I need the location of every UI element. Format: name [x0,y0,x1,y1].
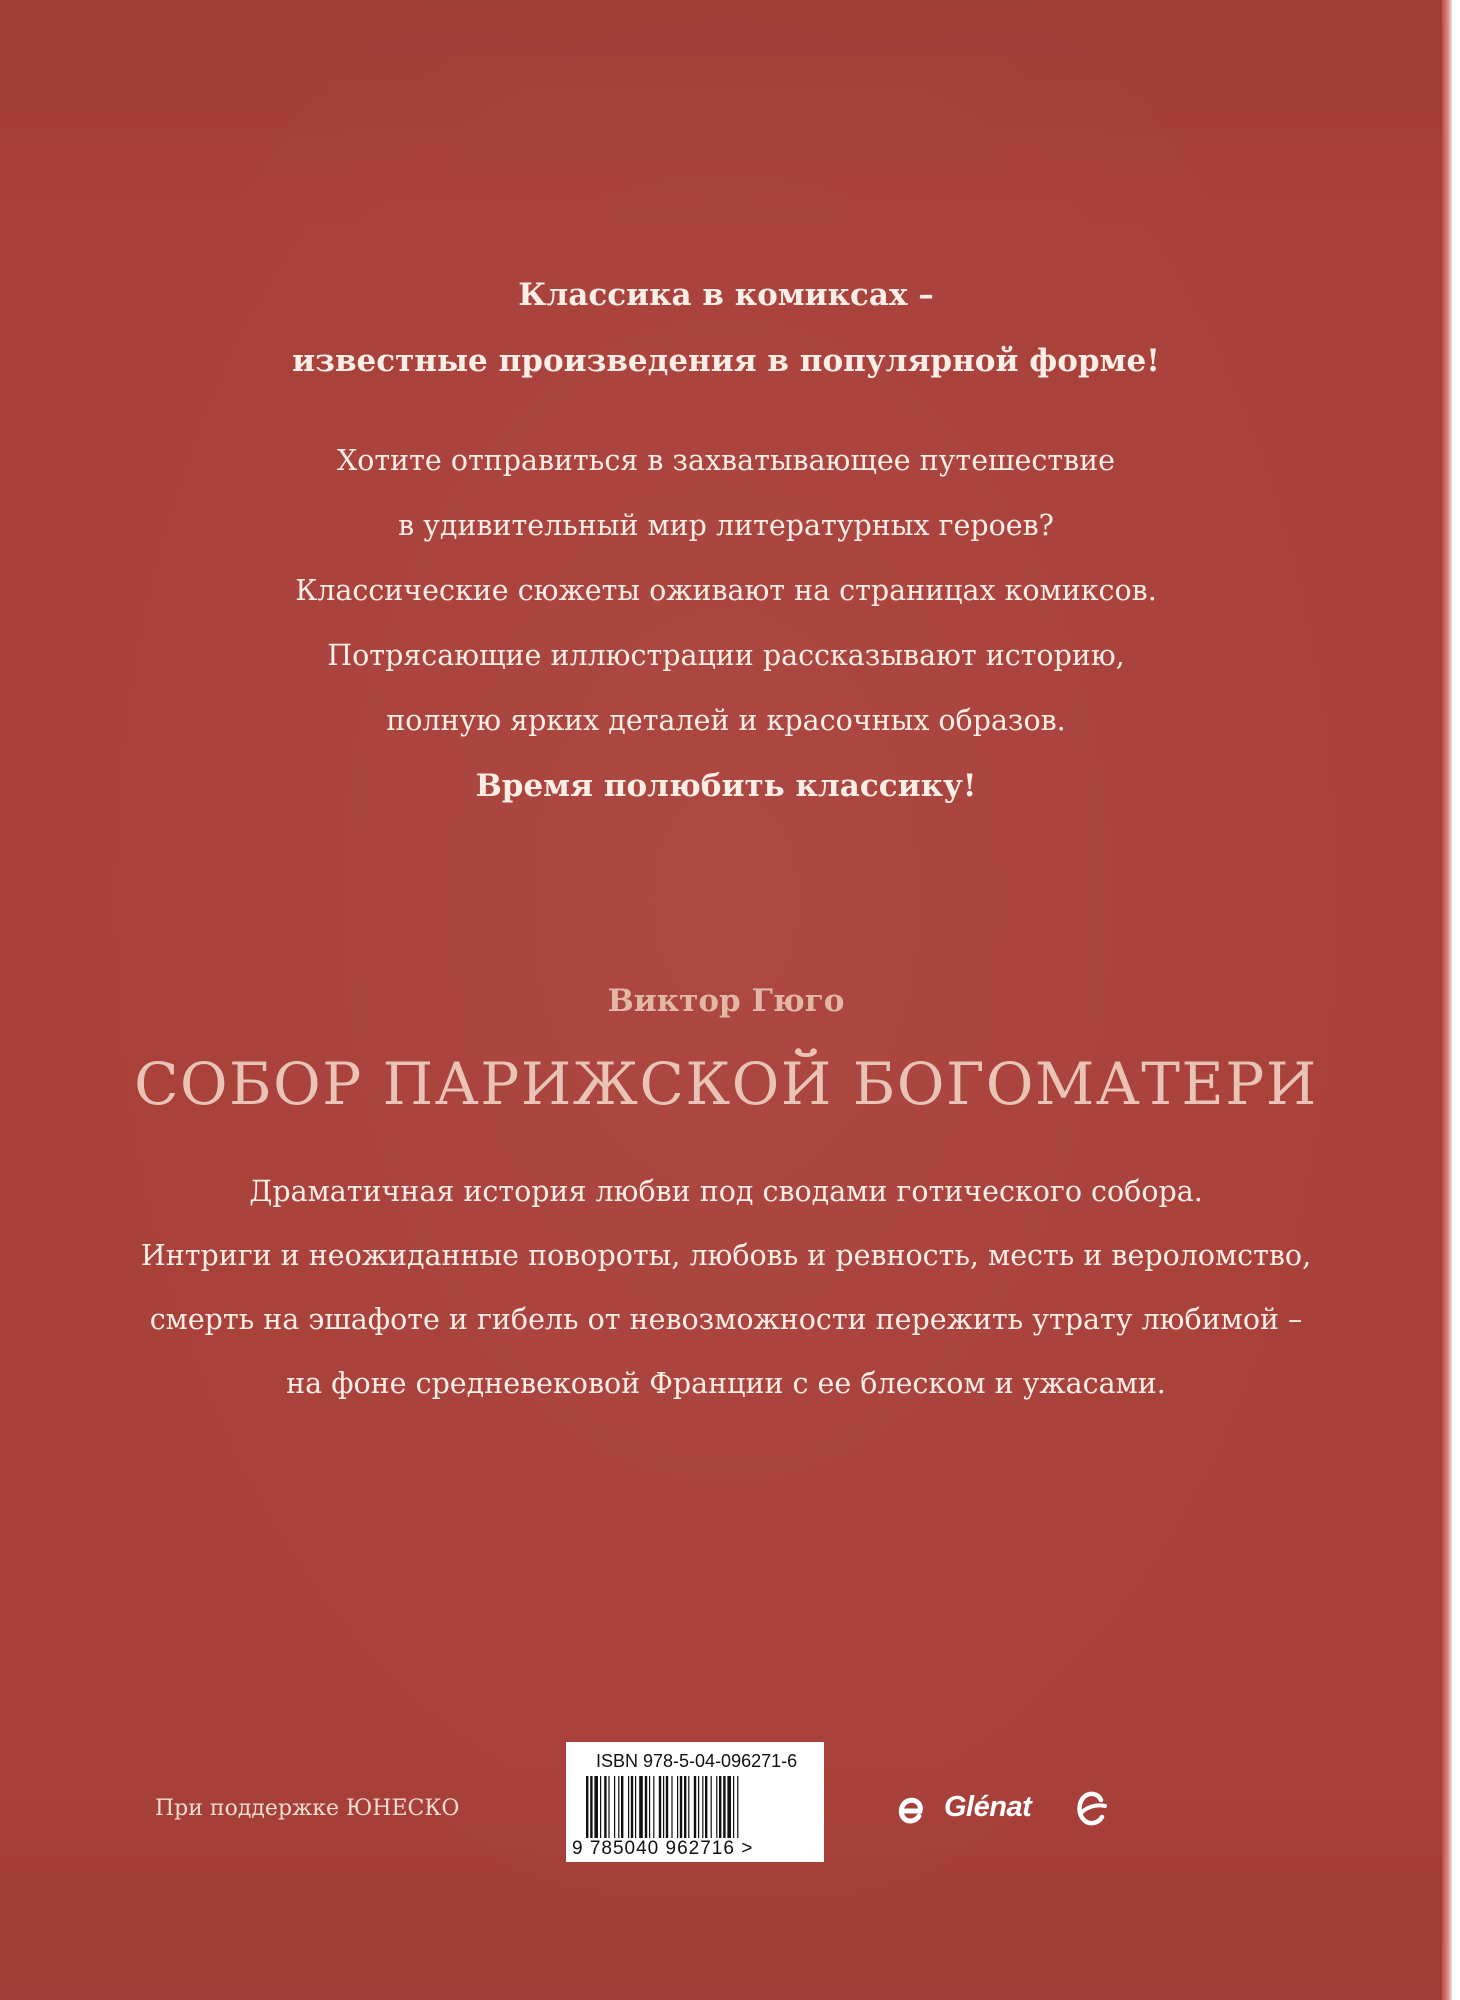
eksmo-logo-icon [1072,1786,1112,1832]
tagline-line-1: Классика в комиксах – [518,277,934,313]
barcode-bars [586,1776,794,1838]
ean-digits: 9 785040 962716 > [572,1838,754,1859]
eksmo-e-icon [896,1792,926,1828]
synopsis-line: смерть на эшафоте и гибель от невозможности пережить утрату любимой – [149,1303,1303,1336]
slogan: Время полюбить классику! [475,768,977,804]
author-name: Виктор Гюго [607,983,845,1019]
tagline-line-2: известные произведения в популярной форме! [292,343,1160,379]
tagline [0,262,1452,394]
intro-line: Хотите отправиться в захватывающее путешествие [336,444,1116,477]
synopsis-line: Драматичная история любви под сводами готического собора. [249,1175,1203,1208]
book-title: СОБОР ПАРИЖСКОЙ БОГОМАТЕРИ [134,1050,1318,1118]
publisher-logos [896,1786,1136,1832]
synopsis-line: Интриги и неожиданные повороты, любовь и ревность, месть и вероломство, [140,1239,1312,1272]
unesco-support-note: При поддержке ЮНЕСКО [155,1796,460,1821]
synopsis [0,1160,1452,1416]
intro-paragraph [0,428,1452,753]
intro-line: в удивительный мир литературных героев? [398,509,1054,542]
intro-line: Классические сюжеты оживают на страницах комиксов. [295,574,1157,607]
synopsis-line: на фоне средневековой Франции с ее блеском и ужасами. [286,1367,1166,1400]
intro-line: полную ярких деталей и красочных образов. [386,704,1066,737]
glenat-logo: Glénat [944,1791,1032,1823]
barcode-label [566,1742,824,1862]
page-edge [1442,0,1452,2000]
isbn-number: ISBN 978-5-04-096271-6 [596,1751,798,1771]
intro-line: Потрясающие иллюстрации рассказывают историю, [327,639,1125,672]
